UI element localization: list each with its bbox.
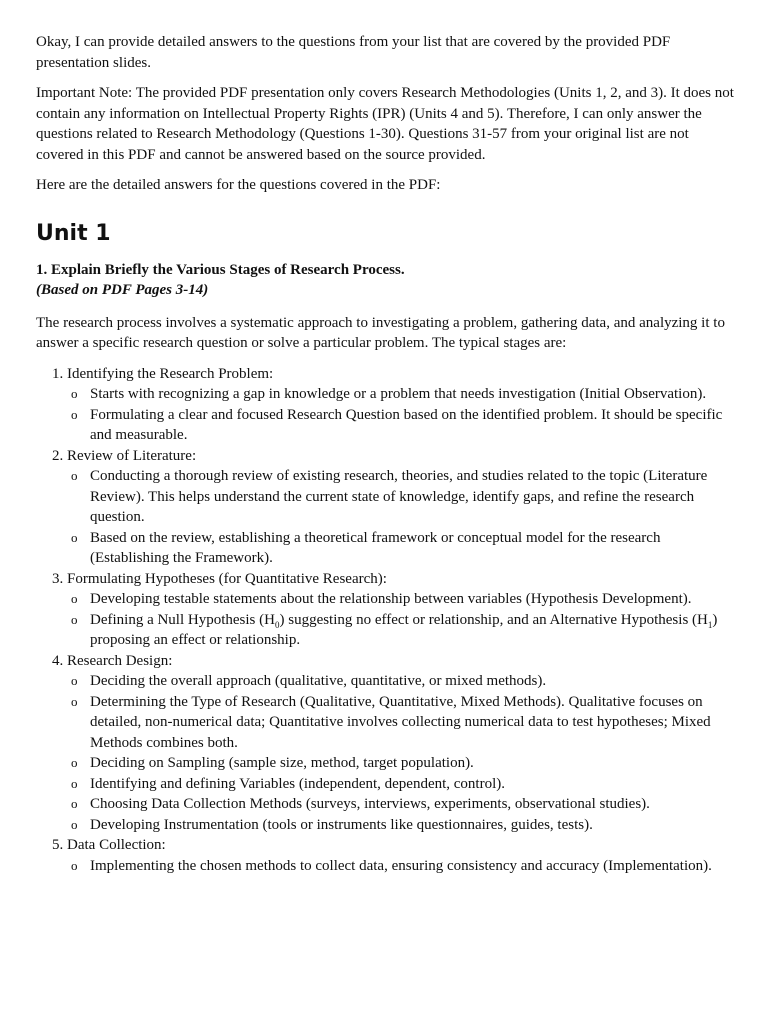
question-title: 1. Explain Briefly the Various Stages of Research Process. [36,261,405,278]
stage-item [67,835,736,876]
sub-item-text: Starts with recognizing a gap in knowledge or a problem that needs investigation (Initial Observation). [90,386,707,402]
sub-item-text: Conducting a thorough review of existing research, theories, and studies related to the topic (Literature Review). This helps understand the current state of knowledge, identify gaps, and refine the research question. [90,468,708,525]
sub-item-text: Determining the Type of Research (Qualitative, Quantitative, Mixed Methods). Qualitative focuses on detailed, non-numerical data; Quantitative involves collecting numerical data to test hypotheses; Mixed Methods combines both. [90,693,711,751]
question-source: (Based on PDF Pages 3-14) [36,282,209,298]
document-page [36,32,736,876]
sub-item-text: Implementing the chosen methods to collect data, ensuring consistency and accuracy (Implementation). [90,857,712,874]
sub-item [71,384,736,405]
bullet-icon: o [71,816,78,832]
sub-item-text: Developing Instrumentation (tools or instruments like questionnaires, guides, tests). [90,816,593,833]
sub-item [71,856,736,877]
sub-item-text: Choosing Data Collection Methods (surveys, interviews, experiments, observational studies). [90,796,650,812]
bullet-icon: o [71,386,78,401]
bullet-icon: o [71,468,78,483]
stage-sublist [67,671,736,835]
sub-item [71,774,736,795]
stage-label: Data Collection: [67,837,166,853]
bullet-icon: o [71,673,78,688]
sub-item [71,671,736,692]
bullet-icon: o [71,693,78,709]
sub-item [71,610,736,651]
hypothesis-prefix: Defining a Null Hypothesis (H [90,611,275,628]
bullet-icon: o [71,611,78,627]
stages-list [36,364,736,877]
sub-item-text: Identifying and defining Variables (independent, dependent, control). [90,775,506,792]
alt-subscript: 1 [707,619,713,630]
bullet-icon: o [71,406,78,422]
bullet-icon: o [71,591,78,606]
sub-item-text: Developing testable statements about the relationship between variables (Hypothesis Development). [90,591,692,607]
bullet-icon: o [71,796,78,811]
hypothesis-text [90,612,717,649]
sub-item [71,815,736,836]
sub-item [71,753,736,774]
sub-item [71,589,736,610]
intro-lead-paragraph: Here are the detailed answers for the questions covered in the PDF: [36,177,441,193]
sub-item-text: Based on the review, establishing a theoretical framework or conceptual model for the research (Establishing the Framework). [90,529,661,566]
sub-item-text: Deciding the overall approach (qualitative, quantitative, or mixed methods). [90,673,547,689]
bullet-icon: o [71,529,78,545]
sub-item [71,794,736,815]
stage-item [67,446,736,569]
bullet-icon: o [71,775,78,791]
stage-label: Research Design: [67,652,173,669]
stage-item [67,364,736,446]
stage-label: Review of Literature: [67,447,197,464]
stage-sublist [67,856,736,877]
sub-item [71,528,736,569]
sub-item [71,692,736,754]
stage-item [67,569,736,651]
stage-sublist [67,384,736,446]
bullet-icon: o [71,857,78,873]
hypothesis-middle: ) suggesting no effect or relationship, and an Alternative Hypothesis (H [279,611,708,628]
stage-label: Formulating Hypotheses (for Quantitative Research): [67,570,387,587]
question-description: The research process involves a systematic approach to investigating a problem, gathering data, and analyzing it to answer a specific research question or solve a particular problem. The typical stages are: [36,314,725,351]
hypothesis-suffix: ) proposing an effect or relationship. [90,611,718,648]
bullet-icon: o [71,755,78,770]
sub-item [71,466,736,528]
sub-item-text: Deciding on Sampling (sample size, method, target population). [90,755,474,771]
stage-sublist [67,589,736,651]
null-subscript: 0 [274,619,280,630]
intro-paragraph: Okay, I can provide detailed answers to the questions from your list that are covered by the provided PDF presentation slides. [36,34,671,71]
stage-sublist [67,466,736,569]
important-note-paragraph: Important Note: The provided PDF presentation only covers Research Methodologies (Units 1, 2, and 3). It does not contain any information on Intellectual Property Rights (IPR) (Units 4 and 5). Therefore, I can only answer the questions related to Research Methodology (Questions 1-30). Questions 31-57 from your original list are not covered in this PDF and cannot be answered based on the source provided. [36,85,734,163]
stage-item [67,651,736,836]
unit-heading: Unit 1 [36,220,111,246]
stage-label: Identifying the Research Problem: [67,365,274,382]
sub-item-text: Formulating a clear and focused Research Question based on the identified problem. It should be specific and measurable. [90,406,723,443]
sub-item [71,405,736,446]
